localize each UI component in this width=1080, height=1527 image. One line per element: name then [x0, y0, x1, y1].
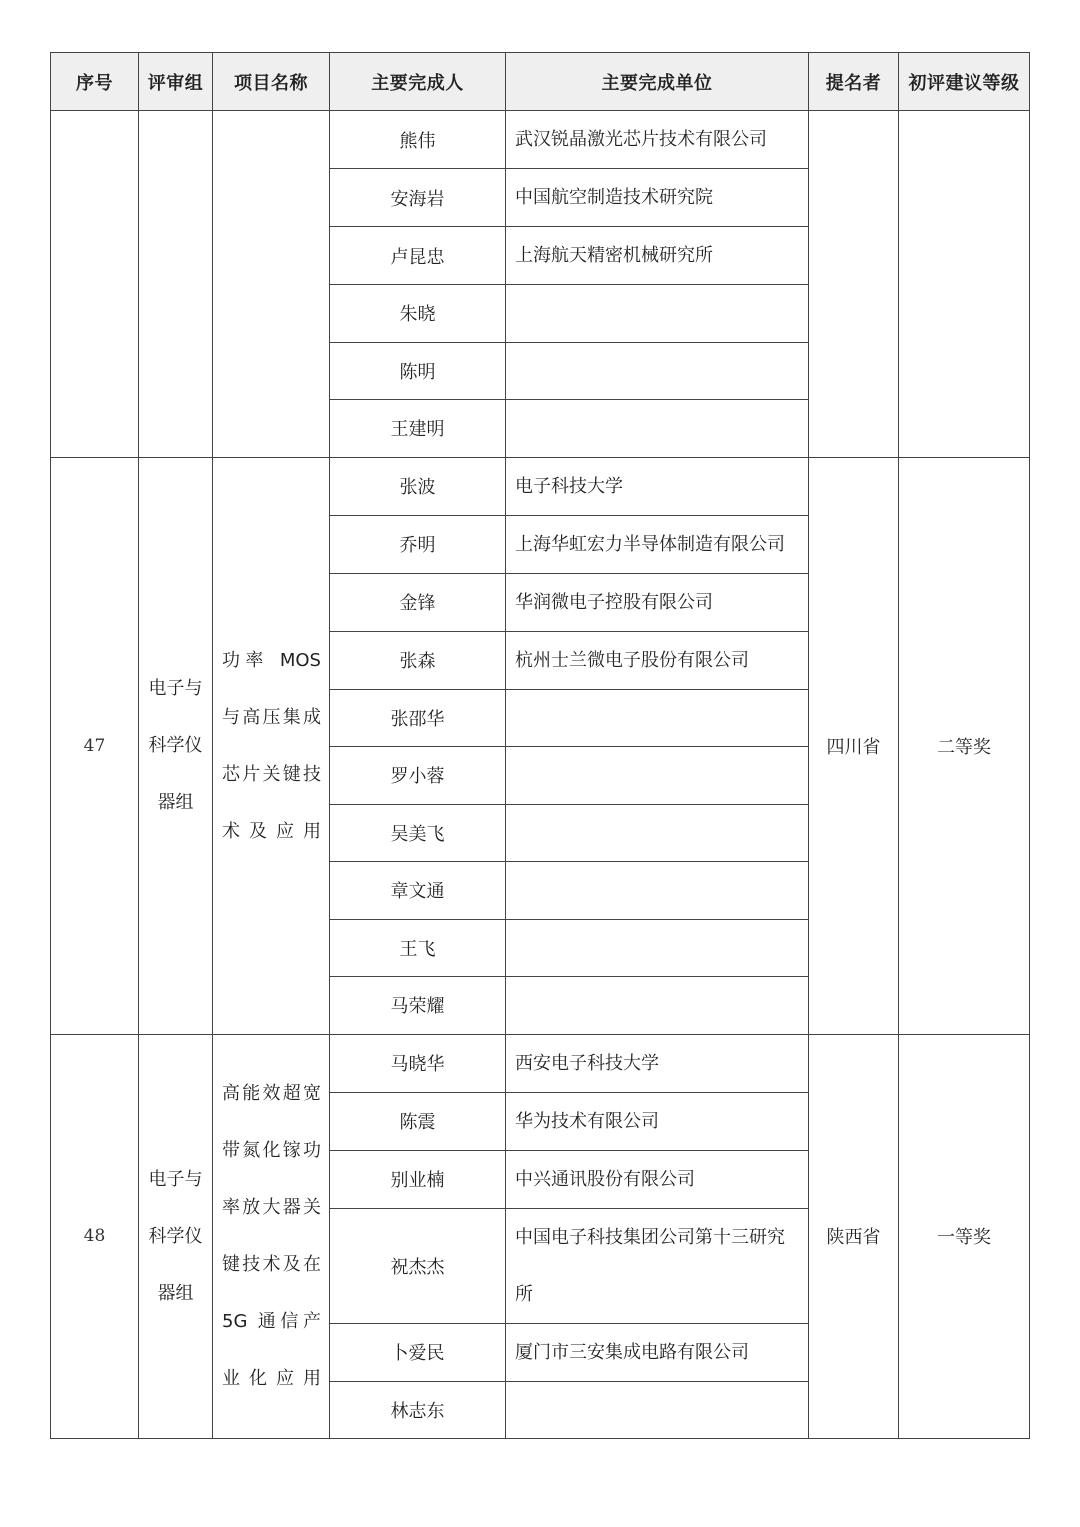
completion-unit: 华为技术有限公司	[506, 1092, 809, 1150]
completion-unit: 中兴通讯股份有限公司	[506, 1150, 809, 1208]
person-name: 陈明	[330, 342, 506, 400]
seq-cell: 48	[51, 1034, 139, 1439]
header-seq: 序号	[51, 53, 139, 111]
person-name: 张波	[330, 457, 506, 515]
completion-unit: 武汉锐晶激光芯片技术有限公司	[506, 111, 809, 169]
project-title-cell: 高能效超宽带氮化镓功率放大器关键技术及在 5G 通信产业化应用	[213, 1034, 330, 1439]
completion-unit	[506, 285, 809, 343]
person-name: 章文通	[330, 862, 506, 920]
completion-unit	[506, 747, 809, 805]
completion-unit	[506, 977, 809, 1035]
completion-unit	[506, 804, 809, 862]
nominator-cell: 四川省	[809, 457, 899, 1034]
completion-unit: 电子科技大学	[506, 457, 809, 515]
person-name: 别业楠	[330, 1150, 506, 1208]
person-name: 马荣耀	[330, 977, 506, 1035]
person-name: 林志东	[330, 1381, 506, 1439]
review-group-cell	[139, 111, 213, 458]
level-cell	[899, 111, 1030, 458]
person-name: 乔明	[330, 515, 506, 573]
person-name: 卜爱民	[330, 1323, 506, 1381]
table-body	[51, 111, 1030, 1439]
person-name: 祝杰杰	[330, 1208, 506, 1323]
nominator-cell: 陕西省	[809, 1034, 899, 1439]
level-cell: 一等奖	[899, 1034, 1030, 1439]
level-cell: 二等奖	[899, 457, 1030, 1034]
person-name: 王建明	[330, 400, 506, 458]
completion-unit: 厦门市三安集成电路有限公司	[506, 1323, 809, 1381]
header-person: 主要完成人	[330, 53, 506, 111]
person-name: 陈震	[330, 1092, 506, 1150]
person-name: 卢昆忠	[330, 227, 506, 285]
person-name: 吴美飞	[330, 804, 506, 862]
completion-unit: 上海航天精密机械研究所	[506, 227, 809, 285]
person-name: 张森	[330, 631, 506, 689]
completion-unit: 中国电子科技集团公司第十三研究所	[506, 1208, 809, 1323]
completion-unit	[506, 1381, 809, 1439]
table-row	[51, 111, 1030, 169]
seq-cell	[51, 111, 139, 458]
header-nominator: 提名者	[809, 53, 899, 111]
person-name: 安海岩	[330, 169, 506, 227]
project-title-cell: 功率 MOS 与高压集成芯片关键技术及应用	[213, 457, 330, 1034]
person-name: 熊伟	[330, 111, 506, 169]
completion-unit: 上海华虹宏力半导体制造有限公司	[506, 515, 809, 573]
completion-unit	[506, 342, 809, 400]
table-row	[51, 1034, 1030, 1092]
project-title-cell	[213, 111, 330, 458]
completion-unit: 杭州士兰微电子股份有限公司	[506, 631, 809, 689]
table-row	[51, 457, 1030, 515]
person-name: 罗小蓉	[330, 747, 506, 805]
header-row	[51, 53, 1030, 111]
header-project: 项目名称	[213, 53, 330, 111]
person-name: 朱晓	[330, 285, 506, 343]
review-group-cell: 电子与科学仪器组	[139, 457, 213, 1034]
nominator-cell	[809, 111, 899, 458]
completion-unit	[506, 862, 809, 920]
person-name: 张邵华	[330, 689, 506, 747]
completion-unit: 西安电子科技大学	[506, 1034, 809, 1092]
completion-unit	[506, 400, 809, 458]
award-table	[50, 52, 1030, 1439]
completion-unit	[506, 689, 809, 747]
completion-unit	[506, 919, 809, 977]
review-group-cell: 电子与科学仪器组	[139, 1034, 213, 1439]
person-name: 马晓华	[330, 1034, 506, 1092]
header-level: 初评建议等级	[899, 53, 1030, 111]
seq-cell: 47	[51, 457, 139, 1034]
completion-unit: 中国航空制造技术研究院	[506, 169, 809, 227]
header-group: 评审组	[139, 53, 213, 111]
header-unit: 主要完成单位	[506, 53, 809, 111]
person-name: 金锋	[330, 573, 506, 631]
person-name: 王飞	[330, 919, 506, 977]
completion-unit: 华润微电子控股有限公司	[506, 573, 809, 631]
